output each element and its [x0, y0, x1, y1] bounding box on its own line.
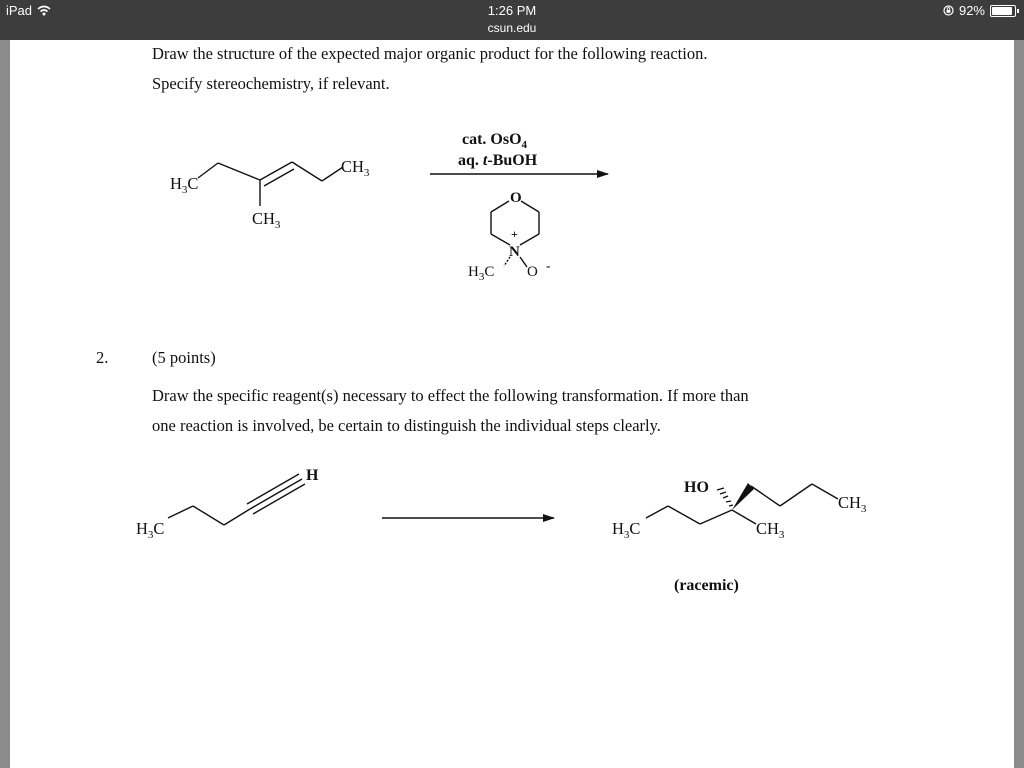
- q2-product-structure: [646, 484, 838, 524]
- q2-number: 2.: [96, 348, 109, 367]
- battery-percent: 92%: [958, 3, 985, 18]
- q1-instruction-line1: Draw the structure of the expected major organic product for the following reaction.: [152, 44, 708, 63]
- orientation-lock-icon: [943, 5, 954, 16]
- hash-bond: [717, 488, 733, 506]
- q2-reactant-structure: [168, 474, 305, 525]
- nmo-methyl: $H_3C$: [468, 264, 495, 283]
- nmo-ring-oxygen: O: [510, 190, 522, 206]
- q2-product-h3c-label: $H_3C$: [612, 519, 641, 541]
- racemic-label: (racemic): [674, 577, 739, 594]
- status-bar: [0, 0, 1024, 22]
- reaction-schemes: [10, 40, 1014, 768]
- q1-reagent-tbuoh: aq. t-BuOH: [458, 152, 538, 169]
- q2-instruction-line2: one reaction is involved, be certain to distinguish the individual steps clearly.: [152, 416, 661, 435]
- q1-reagent-oso4: cat. OsO$_4$: [462, 131, 528, 151]
- q2-reactant-h-label: H: [306, 467, 319, 484]
- q2-points: (5 points): [152, 348, 216, 367]
- q1-ch3-right-label: $CH_3$: [341, 157, 370, 179]
- wedge-bond: [732, 483, 754, 510]
- nmo-oxide: O: [527, 264, 538, 280]
- q1-h3c-label: $H_3C$: [170, 174, 199, 196]
- nmo-nitrogen: N: [509, 244, 520, 260]
- q1-ch3-branch-label: $CH_3$: [252, 209, 281, 231]
- document-page: [10, 40, 1014, 768]
- url-text: csun.edu: [487, 21, 537, 35]
- battery-icon: [990, 5, 1016, 17]
- q1-instruction-line2: Specify stereochemistry, if relevant.: [152, 74, 390, 93]
- nmo-plus-charge: +: [511, 227, 518, 241]
- q2-product-ch3-lower-label: $CH_3$: [756, 519, 785, 541]
- status-time: 1:26 PM: [487, 3, 537, 18]
- battery-level-fill: [992, 7, 1012, 15]
- q2-product-ho-label: HO: [684, 479, 709, 496]
- q1-reactant-structure: [198, 162, 343, 206]
- wedge-bond-extension: [751, 486, 780, 506]
- q2-instruction-line1: Draw the specific reagent(s) necessary to effect the following transformation. If more than: [152, 386, 749, 405]
- device-label: iPad: [6, 3, 33, 18]
- q2-product-ch3-right-label: $CH_3$: [838, 493, 867, 515]
- q2-reactant-h3c-label: $H_3C$: [136, 519, 165, 541]
- address-bar[interactable]: [0, 22, 1024, 40]
- nmo-minus-charge: -: [546, 258, 551, 273]
